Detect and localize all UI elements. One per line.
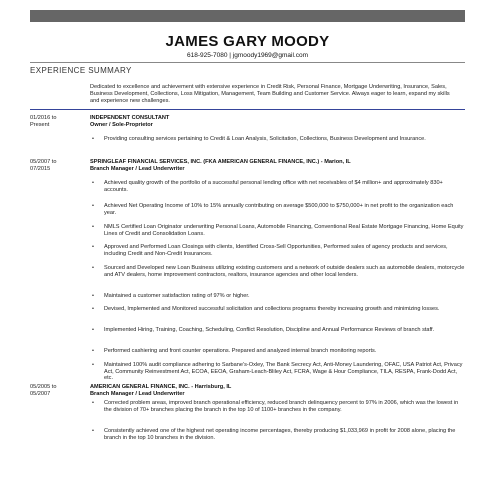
- job-role: Branch Manager / Lead Underwriter: [90, 165, 185, 172]
- job-heading: [90, 159, 465, 172]
- bullet-item: • Corrected problem areas, improved branch operational efficiency, reduced branch delinquency percent to 97% in 2006, which was the lowest in the division of 70+ branches placing the branch in the top 10 of 1100+ branches in the company.: [90, 400, 465, 413]
- bullet-item: • Providing consulting services pertaining to Credit & Loan Analysis, Solicitation, Collections, Business Development and Insurance.: [90, 136, 465, 143]
- job-dates: [30, 115, 86, 128]
- bullet-item: • Achieved Net Operating Income of 10% to 15% annually contributing on average $500,000 to $750,000+ in net profit to the organization each year.: [90, 203, 465, 216]
- job-role: Branch Manager / Lead Underwriter: [90, 390, 185, 397]
- date-to: 05/2007: [30, 390, 51, 397]
- date-from: 05/2005 to: [30, 384, 57, 390]
- bullet-item: • Consistently achieved one of the highest net operating income percentages, thereby producing $1,033,969 in profit for 2008 alone, placing the branch in the top 10 branches in the division.: [90, 428, 465, 441]
- employer: SPRINGLEAF FINANCIAL SERVICES, INC. (FKA AMERICAN GENERAL FINANCE, INC.) - Marion, IL: [90, 159, 351, 165]
- job-heading: [90, 384, 465, 397]
- date-from: 05/2007 to: [30, 159, 57, 165]
- date-from: 01/2016 to: [30, 115, 57, 121]
- bullet-item: • Performed cashiering and front counter operations. Prepared and analyzed internal branch monitoring reports.: [90, 348, 376, 355]
- bullet-item: • Sourced and Developed new Loan Business utilizing existing customers and a network of outside dealers such as automobile dealers, motorcycle and ATV dealers, home improvement contractors, realtors, insurance agencies and other local lenders.: [90, 265, 465, 278]
- bullet-item: • Approved and Performed Loan Closings with clients, Identified Cross-Sell Opportunities, Performed sales of agency products and services, including Credit and Non-Credit Insurances.: [90, 244, 465, 257]
- bullet-item: • Devised, Implemented and Monitored successful solicitation and collections programs thereby increasing growth and minimizing losses.: [90, 306, 439, 313]
- resume-name: JAMES GARY MOODY: [165, 33, 330, 50]
- contact-line: 618-925-7080 | jgmoody1969@gmail.com: [186, 52, 309, 59]
- employer: INDEPENDENT CONSULTANT: [90, 115, 170, 121]
- job-role: Owner / Sole-Proprietor: [90, 121, 153, 128]
- bullet-list: [90, 136, 465, 143]
- header-bar: [30, 10, 465, 22]
- section-title: EXPERIENCE SUMMARY: [30, 66, 132, 75]
- bullet-item: • NMLS Certified Loan Originator underwriting Personal Loans, Automobile Financing, Conventional Real Estate Mortgage Financing, Home Equity Lines of Credit and Consolidation Loans.: [90, 224, 465, 237]
- employer: AMERICAN GENERAL FINANCE, INC. - Harrisburg, IL: [90, 384, 232, 390]
- job-heading: [90, 115, 465, 128]
- header-divider: [30, 62, 465, 63]
- job-dates: [30, 159, 86, 172]
- bullet-item: • Achieved quality growth of the portfolio of a successful personal lending office with net receivables of $4 million+ and approximately 830+ accounts.: [90, 180, 465, 193]
- section-divider: [30, 109, 465, 110]
- job-dates: [30, 384, 86, 397]
- date-to: 07/2015: [30, 165, 51, 172]
- bullet-item: • Maintained a customer satisfaction rating of 97% or higher.: [90, 293, 250, 300]
- date-to: Present: [30, 121, 50, 128]
- summary-paragraph: Dedicated to excellence and achievement with extensive experience in Credit Risk, Personal Finance, Mortgage Underwriting, Insurance, Sales, Business Development, Collections, Loss Mitigation, Management, Team Building and Customer Service. Always eager to learn, expand my skills and experience new challenges.: [90, 84, 450, 104]
- bullet-item: • Maintained 100% audit compliance adhering to Sarbane's-Oxley, The Bank Secrecy Act, Anti-Money Laundering, OFAC, USA Patriot Act, Privacy Act, Community Reinvestment Act, ECOA, EEOA, Graham-Leach-Bliley Act, FCRA, Wage & Hour Compliance, TILA, RESPA, Frank-Dodd Act, etc.: [90, 362, 465, 382]
- bullet-item: • Implemented Hiring, Training, Coaching, Scheduling, Conflict Resolution, Discipline and Annual Performance Reviews of branch staff.: [90, 327, 434, 334]
